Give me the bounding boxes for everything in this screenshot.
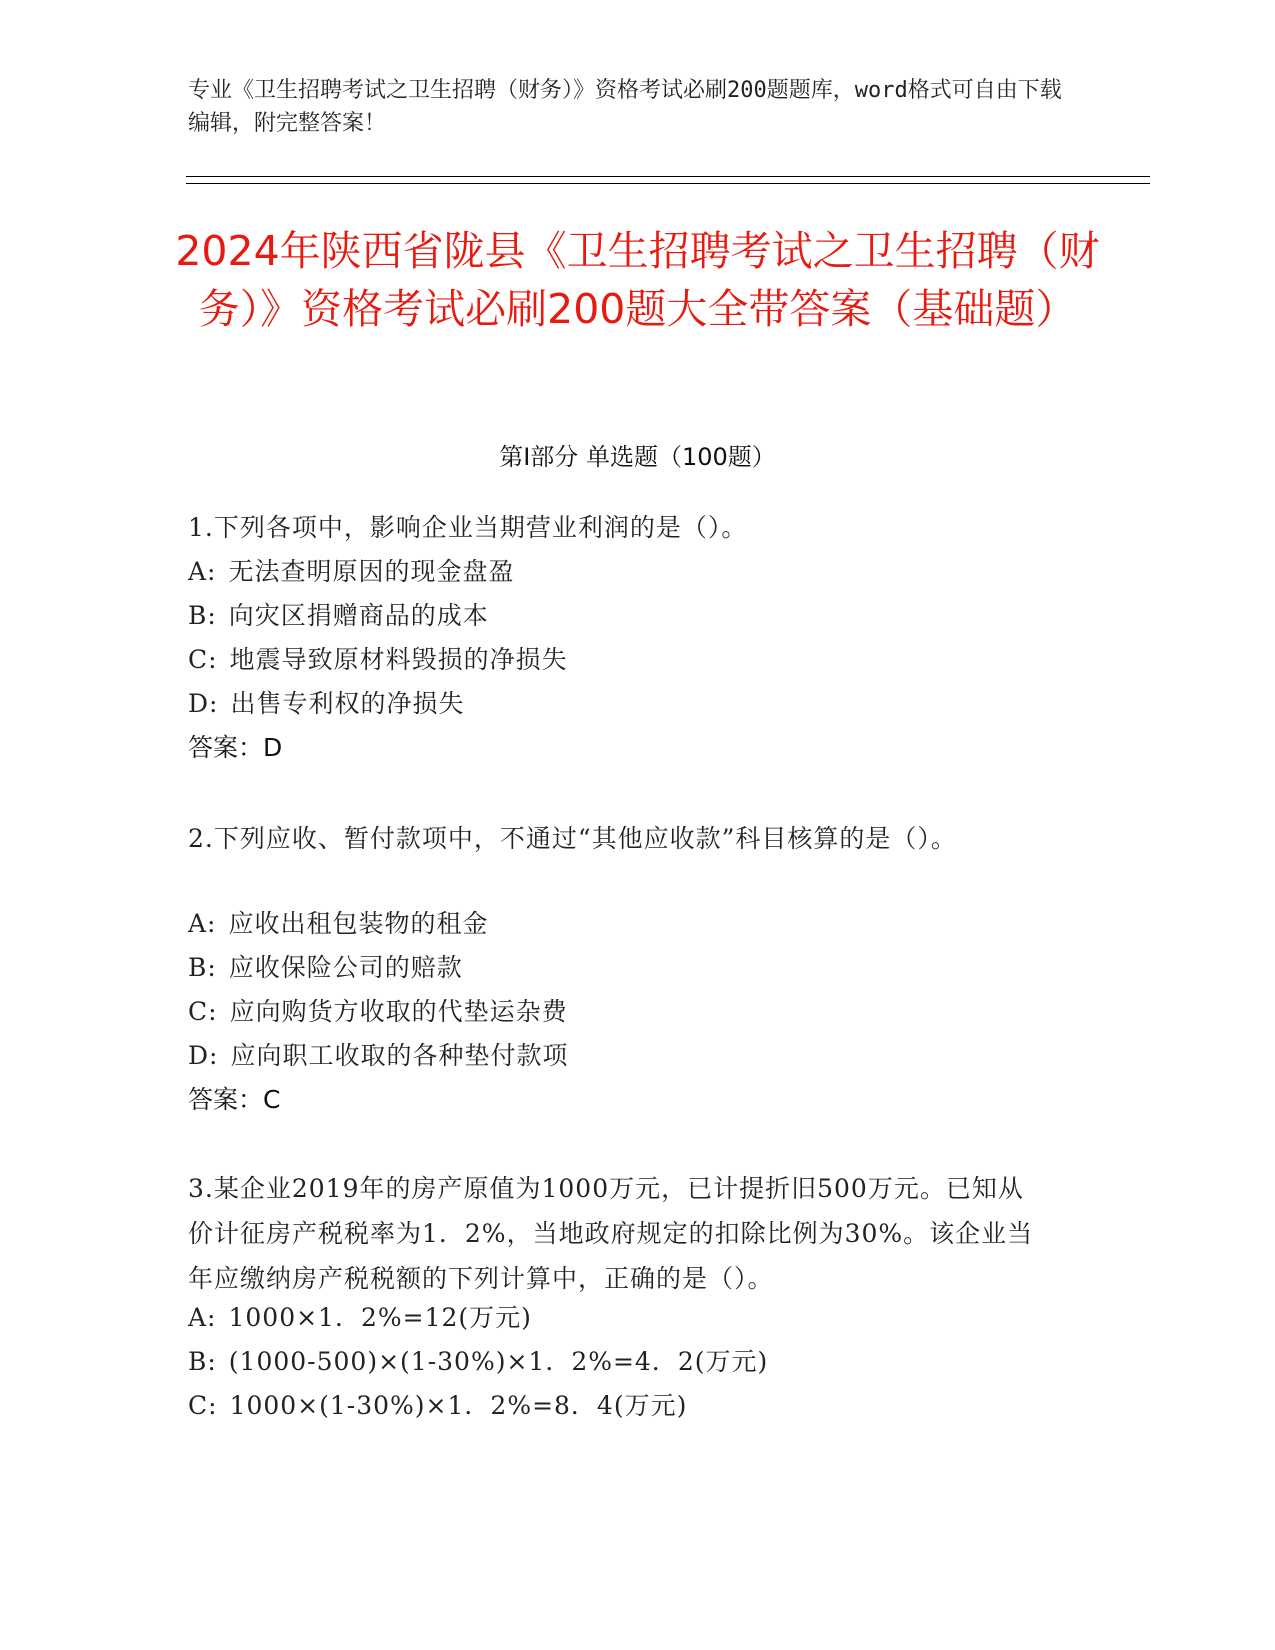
- option-text: 应收保险公司的赔款: [228, 953, 463, 982]
- question-1-option-d: [188, 684, 464, 720]
- option-text: 应收出租包装物的租金: [228, 909, 489, 938]
- question-1-option-b: [188, 596, 489, 632]
- option-text: 应向职工收取的各种垫付款项: [230, 1041, 569, 1070]
- option-label: D:: [188, 689, 219, 718]
- question-2-text: 2.下列应收、暂付款项中，不通过“其他应收款”科目核算的是（）。: [188, 824, 957, 853]
- option-label: A:: [188, 557, 217, 586]
- question-2-option-d: [188, 1036, 568, 1072]
- option-text: (1000-500)×(1-30%)×1．2%=4．2(万元): [228, 1347, 769, 1376]
- question-2-answer: 答案：C: [188, 1085, 281, 1114]
- option-label: C:: [188, 1391, 218, 1420]
- option-label: C:: [188, 997, 218, 1026]
- question-1-option-c: [188, 640, 568, 676]
- option-label: A:: [188, 1303, 217, 1332]
- question-3-option-b: [188, 1342, 768, 1378]
- header-rule-bottom: [186, 183, 1150, 184]
- option-label: B:: [188, 953, 217, 982]
- document-title: 2024年陕西省陇县《卫生招聘考试之卫生招聘（财务）》资格考试必刷200题大全带答案（基础题）: [175, 227, 1100, 333]
- question-1-answer: 答案：D: [188, 733, 283, 762]
- option-text: 1000×(1-30%)×1．2%=8．4(万元): [229, 1391, 688, 1420]
- question-1-text: 1.下列各项中，影响企业当期营业利润的是（）。: [188, 513, 748, 542]
- header-rule-top: [186, 176, 1150, 177]
- question-2-option-a: [188, 904, 489, 940]
- option-label: C:: [188, 645, 218, 674]
- option-label: D:: [188, 1041, 219, 1070]
- question-2-option-b: [188, 948, 463, 984]
- option-text: 地震导致原材料毁损的净损失: [229, 645, 568, 674]
- question-3-option-a: [188, 1298, 532, 1334]
- section-heading: 第Ⅰ部分 单选题（100题）: [499, 443, 776, 471]
- option-label: B:: [188, 601, 217, 630]
- question-3-text: 3.某企业2019年的房产原值为1000万元，已计提折旧500万元。已知从价计征房产税税率为1．2%，当地政府规定的扣除比例为30%。该企业当年应缴纳房产税税额的下列计算中，正确的是（）。: [188, 1174, 1034, 1293]
- option-label: A:: [188, 909, 217, 938]
- option-text: 无法查明原因的现金盘盈: [228, 557, 515, 586]
- question-2-option-c: [188, 992, 568, 1028]
- option-text: 出售专利权的净损失: [230, 689, 465, 718]
- option-text: 向灾区捐赠商品的成本: [228, 601, 489, 630]
- header-note: 专业《卫生招聘考试之卫生招聘（财务）》资格考试必刷200题题库，word格式可自由下载编辑，附完整答案！: [188, 78, 1062, 136]
- question-1-option-a: [188, 552, 515, 588]
- question-3-option-c: [188, 1386, 687, 1422]
- option-text: 应向购货方收取的代垫运杂费: [229, 997, 568, 1026]
- option-text: 1000×1．2%=12(万元): [228, 1303, 532, 1332]
- option-label: B:: [188, 1347, 217, 1376]
